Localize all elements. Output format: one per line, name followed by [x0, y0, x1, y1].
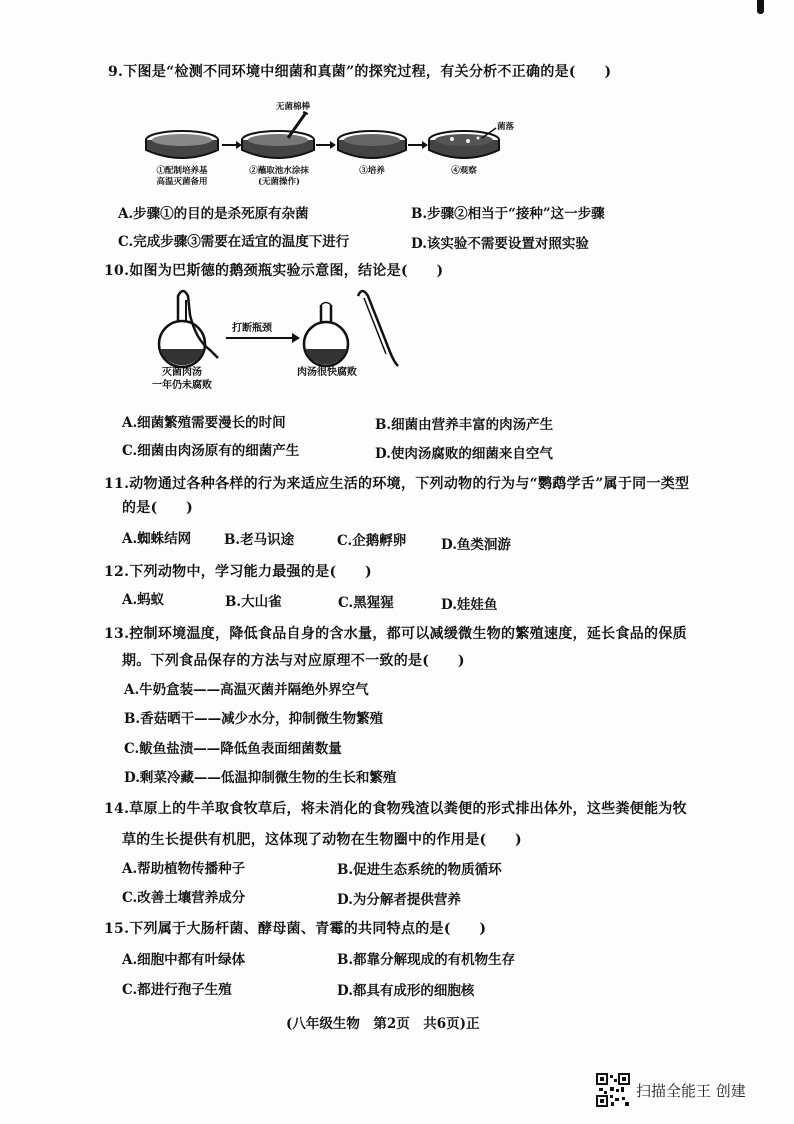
page-footer: (八年级生物 第2页 共6页)正 — [286, 1016, 480, 1032]
q14-option-b: B.促进生态系统的物质循环 — [337, 862, 502, 878]
swan-neck-flask-intact — [159, 291, 218, 367]
q10-option-b: B.细菌由营养丰富的肉汤产生 — [375, 417, 554, 433]
q14-option-d: D.为分解者提供营养 — [337, 892, 461, 908]
q9-stem: 9.下图是“检测不同环境中细菌和真菌”的探究过程，有关分析不正确的是( ) — [108, 64, 612, 80]
label-colony: 菌落 — [497, 122, 515, 132]
q10-option-a: A.细菌繁殖需要漫长的时间 — [122, 415, 286, 431]
step1-line1: ①配制培养基 — [156, 166, 208, 176]
q13-stem-line2: 期。下列食品保存的方法与对应原理不一致的是( ) — [122, 653, 465, 669]
q9-option-a: A.步骤①的目的是杀死原有杂菌 — [118, 206, 309, 222]
q10-stem: 10.如图为巴斯德的鹅颈瓶实验示意图，结论是( ) — [104, 263, 444, 279]
q14-stem-line1: 14.草原上的牛羊取食牧草后，将未消化的食物残渣以粪便的形式排出体外，这些粪便能为牧 — [104, 801, 687, 817]
q9-option-c: C.完成步骤③需要在适宜的温度下进行 — [118, 234, 350, 250]
q15-option-a: A.细胞中都有叶绿体 — [122, 952, 246, 968]
q9-option-d: D.该实验不需要设置对照实验 — [411, 236, 589, 252]
q13-option-c: C.鲅鱼盐渍——降低鱼表面细菌数量 — [124, 741, 342, 757]
left-flask-line2: 一年仍未腐败 — [152, 380, 212, 391]
broken-neck-tube — [358, 291, 398, 366]
step2-line1: ②蘸取池水涂抹 — [249, 166, 309, 176]
scanner-watermark — [596, 1073, 746, 1107]
q11-stem-line1: 11.动物通过各种各样的行为来适应生活的环境，下列动物的行为与“鹦鹉学舌”属于同一类型 — [104, 476, 690, 492]
q13-option-a: A.牛奶盒装——高温灭菌并隔绝外界空气 — [124, 682, 369, 698]
q9-option-b: B.步骤②相当于“接种”这一步骤 — [411, 206, 605, 222]
q13-option-d: D.剩菜冷藏——低温抑制微生物的生长和繁殖 — [124, 770, 397, 786]
q12-stem: 12.下列动物中，学习能力最强的是( ) — [104, 564, 372, 580]
q11-option-a: A.蜘蛛结网 — [122, 531, 192, 547]
swan-neck-flask-diagram — [0, 0, 794, 400]
q11-option-d: D.鱼类洄游 — [441, 537, 511, 553]
step3-label: ③培养 — [359, 166, 385, 176]
step1-line2: 高温灭菌备用 — [156, 177, 208, 187]
q15-option-c: C.都进行孢子生殖 — [122, 982, 232, 998]
q13-stem-line1: 13.控制环境温度，降低食品自身的含水量，都可以减缓微生物的繁殖速度，延长食品的保质 — [104, 626, 687, 642]
q15-option-d: D.都具有成形的细胞核 — [337, 983, 475, 999]
qr-code-icon — [596, 1073, 630, 1107]
q13-option-b: B.香菇晒干——减少水分，抑制微生物繁殖 — [124, 711, 384, 727]
label-swab: 无菌棉棒 — [276, 102, 311, 112]
step4-label: ④观察 — [451, 166, 477, 176]
scanner-watermark-text: 扫描全能王 创建 — [636, 1081, 746, 1100]
q12-option-c: C.黑猩猩 — [338, 595, 394, 611]
q12-option-a: A.蚂蚁 — [122, 592, 165, 608]
left-flask-line1: 灭菌肉汤 — [162, 367, 202, 378]
right-flask-label: 肉汤很快腐败 — [297, 367, 357, 378]
flask-broken-neck — [304, 303, 348, 367]
q11-stem-line2: 的是( ) — [122, 500, 194, 516]
q15-stem: 15.下列属于大肠杆菌、酵母菌、青霉的共同特点的是( ) — [104, 921, 487, 937]
q11-option-c: C.企鹅孵卵 — [337, 533, 407, 549]
step2-line2: (无菌操作) — [257, 177, 301, 187]
q14-option-a: A.帮助植物传播种子 — [122, 861, 246, 877]
label-break-neck: 打断瓶颈 — [232, 323, 272, 334]
q14-stem-line2: 草的生长提供有机肥，这体现了动物在生物圈中的作用是( ) — [122, 832, 522, 848]
q12-option-d: D.娃娃鱼 — [441, 597, 498, 613]
q14-option-c: C.改善土壤营养成分 — [122, 890, 246, 906]
q10-option-d: D.使肉汤腐败的细菌来自空气 — [375, 446, 553, 462]
q12-option-b: B.大山雀 — [225, 594, 282, 610]
q15-option-b: B.都靠分解现成的有机物生存 — [337, 952, 516, 968]
q10-option-c: C.细菌由肉汤原有的细菌产生 — [122, 443, 300, 459]
q11-option-b: B.老马识途 — [224, 532, 295, 548]
